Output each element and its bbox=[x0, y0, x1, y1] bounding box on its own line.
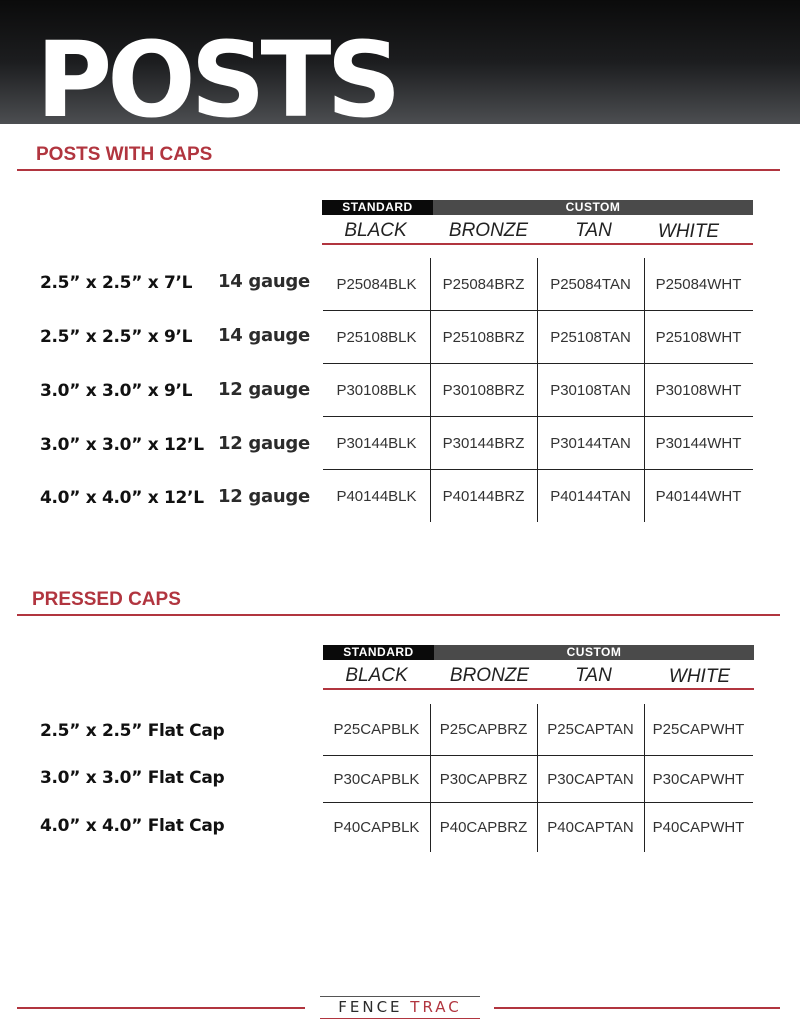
caps-row-size: 4.0” x 4.0” Flat Cap bbox=[40, 816, 225, 836]
posts-sku-bronze: P40144BRZ bbox=[442, 488, 525, 505]
posts-sku-white: P40144WHT bbox=[655, 488, 742, 505]
posts-row-size: 2.5” x 2.5” x 9’L bbox=[40, 327, 193, 347]
page-title: POSTS bbox=[36, 19, 397, 124]
caps-row-size: 2.5” x 2.5” Flat Cap bbox=[40, 721, 225, 741]
posts-sku-tan: P40144TAN bbox=[550, 488, 631, 505]
logo-word-fence: FENCE bbox=[338, 998, 411, 1016]
posts-row-size: 4.0” x 4.0” x 12’L bbox=[40, 488, 204, 508]
posts-sku-black: P25108BLK bbox=[336, 329, 417, 346]
caps-sku-black: P30CAPBLK bbox=[333, 771, 420, 788]
posts-grid-line bbox=[323, 310, 753, 311]
header-banner bbox=[0, 0, 800, 124]
posts-sku-white: P25084WHT bbox=[655, 276, 742, 293]
caps-row-size: 3.0” x 3.0” Flat Cap bbox=[40, 768, 225, 788]
caps-standard-header: STANDARD bbox=[323, 645, 434, 660]
caps-color-bronze: BRONZE bbox=[449, 665, 530, 686]
caps-color-underline bbox=[323, 688, 754, 690]
posts-row-gauge: 14 gauge bbox=[218, 325, 310, 346]
posts-sku-bronze: P25108BRZ bbox=[442, 329, 525, 346]
posts-sku-tan: P25084TAN bbox=[550, 276, 631, 293]
posts-row-gauge: 12 gauge bbox=[218, 379, 310, 400]
posts-sku-bronze: P25084BRZ bbox=[442, 276, 525, 293]
footer-rule-right bbox=[494, 1007, 780, 1009]
posts-section-title: POSTS WITH CAPS bbox=[36, 144, 213, 165]
logo-bottom-line bbox=[320, 1018, 480, 1019]
posts-sku-tan: P30108TAN bbox=[550, 382, 631, 399]
posts-row-gauge: 14 gauge bbox=[218, 271, 310, 292]
posts-sku-black: P25084BLK bbox=[336, 276, 417, 293]
caps-sku-black: P25CAPBLK bbox=[333, 721, 420, 738]
posts-sku-white: P25108WHT bbox=[655, 329, 742, 346]
posts-color-bronze: BRONZE bbox=[448, 220, 529, 241]
posts-custom-header: CUSTOM bbox=[433, 200, 753, 215]
posts-color-black: BLACK bbox=[344, 220, 407, 241]
caps-color-white: WHITE bbox=[668, 666, 731, 687]
posts-row-gauge: 12 gauge bbox=[218, 486, 310, 507]
posts-sku-tan: P25108TAN bbox=[550, 329, 631, 346]
caps-color-black: BLACK bbox=[345, 665, 408, 686]
logo-word-trac: TRAC bbox=[410, 998, 462, 1016]
posts-sku-black: P30108BLK bbox=[336, 382, 417, 399]
posts-standard-header: STANDARD bbox=[322, 200, 433, 215]
posts-sku-white: P30144WHT bbox=[655, 435, 742, 452]
caps-grid-line bbox=[323, 802, 753, 803]
posts-row-gauge: 12 gauge bbox=[218, 433, 310, 454]
caps-sku-black: P40CAPBLK bbox=[333, 819, 420, 836]
caps-section-divider bbox=[17, 614, 780, 616]
posts-row-size: 3.0” x 3.0” x 12’L bbox=[40, 435, 204, 455]
logo-wordmark bbox=[338, 998, 462, 1016]
caps-sku-white: P30CAPWHT bbox=[652, 771, 745, 788]
caps-color-tan: TAN bbox=[575, 665, 612, 686]
caps-sku-bronze: P25CAPBRZ bbox=[439, 721, 528, 738]
posts-section-divider bbox=[17, 169, 780, 171]
caps-sku-tan: P40CAPTAN bbox=[547, 819, 634, 836]
posts-sku-black: P40144BLK bbox=[336, 488, 417, 505]
posts-sku-tan: P30144TAN bbox=[550, 435, 631, 452]
posts-grid-line bbox=[323, 363, 753, 364]
logo-top-line bbox=[320, 996, 480, 997]
caps-grid-line bbox=[323, 755, 753, 756]
caps-section-title: PRESSED CAPS bbox=[32, 589, 181, 610]
caps-sku-bronze: P30CAPBRZ bbox=[439, 771, 528, 788]
caps-sku-white: P40CAPWHT bbox=[652, 819, 745, 836]
posts-sku-bronze: P30144BRZ bbox=[442, 435, 525, 452]
caps-sku-tan: P30CAPTAN bbox=[547, 771, 634, 788]
fence-trac-logo bbox=[320, 996, 480, 1020]
posts-color-white: WHITE bbox=[657, 221, 720, 242]
posts-sku-black: P30144BLK bbox=[336, 435, 417, 452]
caps-sku-bronze: P40CAPBRZ bbox=[439, 819, 528, 836]
caps-sku-white: P25CAPWHT bbox=[652, 721, 745, 738]
footer-rule-left bbox=[17, 1007, 305, 1009]
posts-color-underline bbox=[322, 243, 753, 245]
posts-color-tan: TAN bbox=[575, 220, 612, 241]
posts-row-size: 3.0” x 3.0” x 9’L bbox=[40, 381, 193, 401]
caps-custom-header: CUSTOM bbox=[434, 645, 754, 660]
posts-grid-line bbox=[323, 469, 753, 470]
posts-sku-white: P30108WHT bbox=[655, 382, 742, 399]
posts-sku-bronze: P30108BRZ bbox=[442, 382, 525, 399]
posts-grid-line bbox=[323, 416, 753, 417]
caps-sku-tan: P25CAPTAN bbox=[547, 721, 634, 738]
posts-row-size: 2.5” x 2.5” x 7’L bbox=[40, 273, 193, 293]
